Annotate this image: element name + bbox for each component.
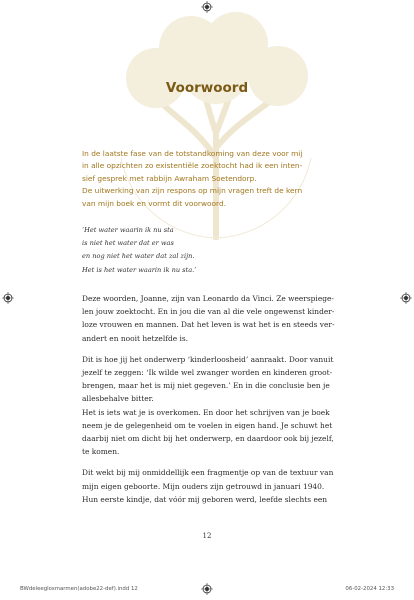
- text-line: loze vrouwen en mannen. Dat het leven is wat het is en steeds ver-: [82, 320, 335, 330]
- text-line: daarbij niet om dicht bij het onderwerp, en daardoor ook bij jezelf,: [82, 434, 334, 444]
- registration-mark-icon: [201, 583, 213, 595]
- print-slug-timestamp: 06-02-2024 12:33: [345, 586, 394, 592]
- intro-line: sief gesprek met rabbijn Awraham Soetendorp.: [82, 173, 257, 183]
- text-line: Deze woorden, Joanne, zijn van Leonardo da Vinci. Ze weerspiege-: [82, 294, 334, 303]
- text-line: Dit wekt bij mij onmiddellijk een fragmentje op van de textuur van: [82, 468, 334, 478]
- page-title: Voorwoord: [165, 80, 249, 96]
- text-line: Dit is hoe jij het onderwerp ‘kinderloosheid’ aanraakt. Door vanuit: [82, 354, 334, 364]
- poem-line: Het is het water waarin ik nu sta.’: [82, 265, 197, 274]
- intro-line: In de laatste fase van de totstandkoming van deze voor mij: [82, 149, 303, 158]
- poem-line: en nog niet het water dat zal zijn.: [82, 252, 195, 261]
- body-text: [82, 292, 344, 506]
- intro-paragraph: [82, 148, 342, 210]
- text-line: Het is iets wat je is overkomen. En door het schrijven van je boek: [82, 407, 330, 417]
- poem-line: ‘Het water waarin ik nu sta: [82, 226, 174, 234]
- registration-mark-icon: [201, 1, 213, 13]
- text-line: jezelf te zeggen: ‘Ik wilde wel zwanger worden en kinderen groot-: [82, 368, 333, 378]
- paragraph: [82, 292, 344, 345]
- registration-mark-icon: [2, 292, 14, 304]
- text-line: mijn eigen geboorte. Mijn ouders zijn getrouwd in januari 1940.: [82, 481, 325, 491]
- text-line: Hun eerste kindje, dat vóór mij geboren werd, leefde slechts een: [82, 494, 328, 504]
- page-number: 12: [202, 532, 212, 540]
- text-line: len jouw zoektocht. En in jou die van al die vele ongewenst kinder-: [82, 307, 335, 317]
- intro-line: De uitwerking van zijn respons op mijn vragen treft de kern: [82, 186, 303, 196]
- paragraph: [82, 466, 344, 506]
- intro-line: van mijn boek en vormt dit voorwoord.: [82, 198, 226, 208]
- text-line: te komen.: [82, 447, 120, 457]
- text-line: brengen, maar het is mij niet gegeven.’ En in die conclusie ben je: [82, 381, 330, 391]
- text-line: neem je de gelegenheid om te voelen in eigen hand. Je schuwt het: [82, 420, 333, 430]
- text-line: allesbehalve bitter.: [82, 394, 154, 404]
- print-slug-filename: BWdeleeglosmarmen(adobe22-def).indd 12: [20, 586, 138, 592]
- registration-mark-icon: [400, 292, 412, 304]
- text-line: andert en nooit hetzelfde is.: [82, 333, 189, 343]
- poem-line: is niet het water dat er was: [82, 239, 174, 248]
- paragraph: [82, 353, 344, 459]
- paragraph-gap: [82, 458, 344, 466]
- quote-poem: [82, 224, 342, 277]
- intro-line: in alle opzichten zo existentiële zoektocht had ik een inten-: [82, 161, 303, 171]
- paragraph-gap: [82, 345, 344, 353]
